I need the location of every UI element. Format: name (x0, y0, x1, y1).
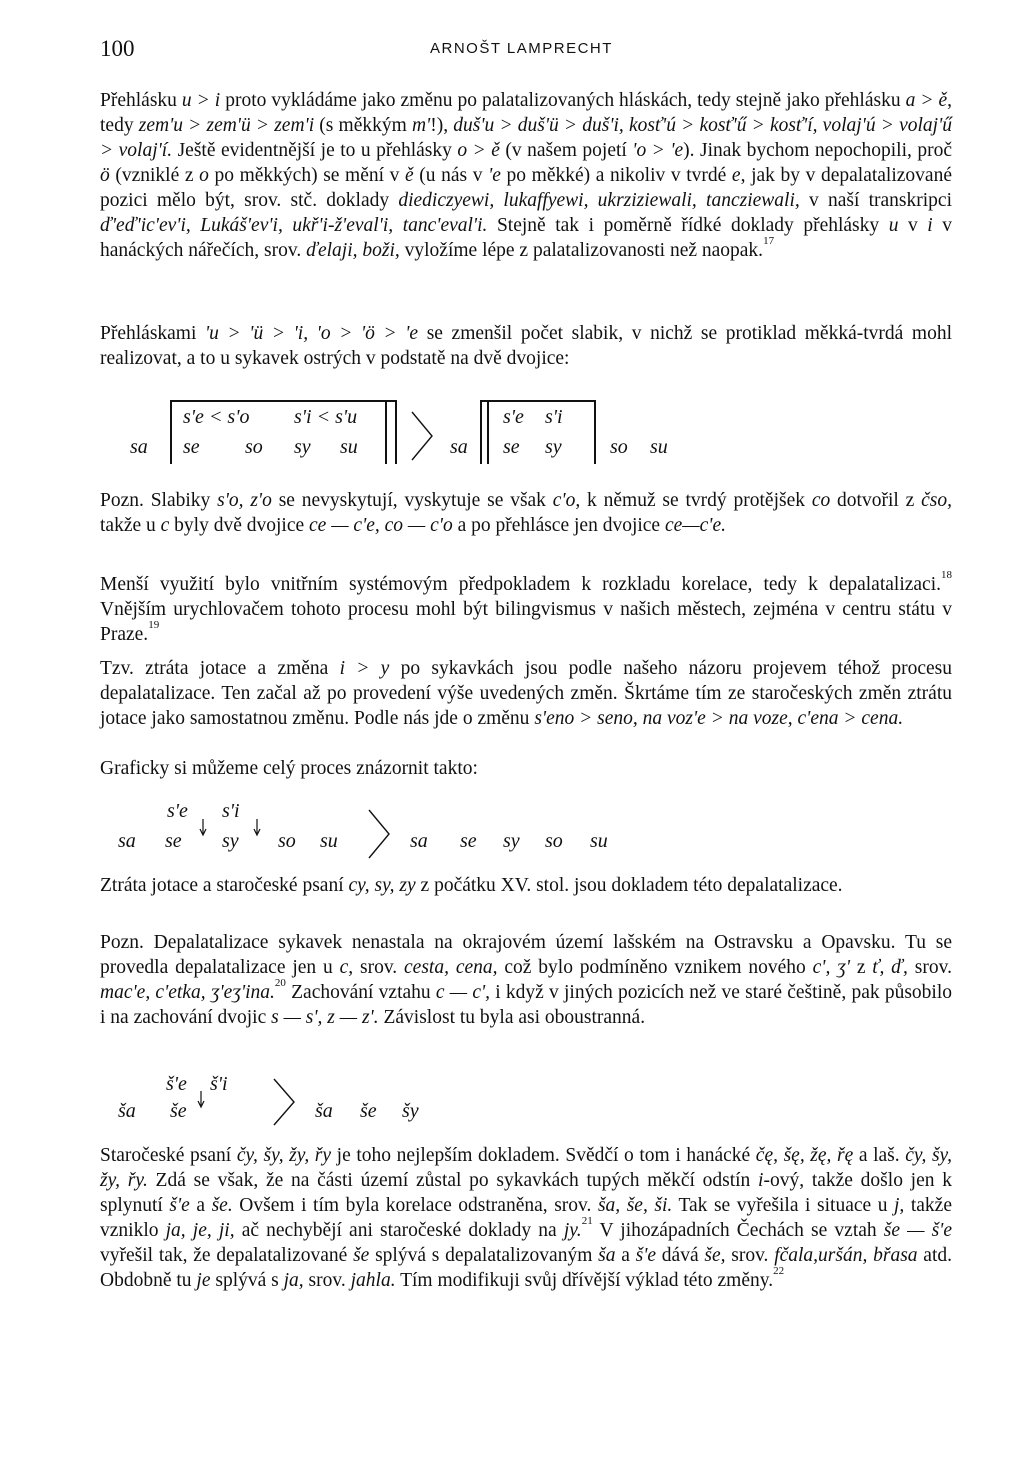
paragraph-umlaut-explanation: Přehlásku u > i proto vykládáme jako změnu po palatalizovaných hláskách, tedy stejně jako přehlásku a > ě, tedy zem'u > zem'ü > zem'i (s měkkým m'!), duš'u > duš'ü > duš'i, kosť'ú > kosť'ű > kosť'í, volaj'ú > volaj'ű > volaj'í. Ještě evidentnější je to u přehlásky o > ě (v našem pojetí 'o > 'e). Jinak bychom nepochopili, proč ö (vzniklé z o po měkkých) se mění v ě (u nás v 'e po měkké) a nikoliv v tvrdé e, jak by v depalatalizované pozici mělo být, srov. stč. doklady diediczyewi, lukaffyewi, ukrziziewali, tancziewali, v naší transkripci ď'eď'ic'ev'i, Lukáš'ev'i, ukř'i-ž'eval'i, tanc'eval'i. Stejně tak i poměrně řídké doklady přehlásky u v i v hanáckých nářečích, srov. ďelaji, boži, vyložíme lépe z palatalizovanosti než naopak.$^{17}$ (100, 90, 953, 261)
footnote-ref-18[interactable]: 18 (941, 569, 952, 581)
running-head: ARNOŠT LAMPRECHT (430, 40, 613, 57)
diagram1-sa-left: sa (130, 436, 148, 458)
box1-top-left: s'e < s'o (183, 406, 250, 428)
paragraph-old-czech-spelling: Ztráta jotace a staročeské psaní cy, sy, zy z počátku XV. stol. jsou dokladem této depalatalizace. (100, 875, 843, 896)
book-page: 100 ARNOŠT LAMPRECHT Přehlásku u > i proto vykládáme jako změnu po palatalizovaných hláskách, tedy stejně jako přehlásku a > ě, tedy zem'u > zem'ü > zem'i (s měkkým m'!), duš'u > duš'ü > duš'i, kosť'ú > kosť'ű > kosť'í, volaj'ú > volaj'ű > volaj'í. Ještě evidentnější je to u přehlásky o > ě (v našem pojetí 'o > 'e). Jinak bychom nepochopili, proč ö (vzniklé z o po měkkých) se mění v ě (u nás v 'e po měkké) a nikoliv v tvrdé e, jak by v depalatalizované pozici mělo být, srov. stč. doklady diediczyewi, lukaffyewi, ukrziziewali, tancziewali, v naší transkripci ď'eď'ic'ev'i, Lukáš'ev'i, ukř'i-ž'eval'i, tanc'eval'i. Stejně tak i poměrně řídké doklady přehlásky u v i v hanáckých nářečích, srov. ďelaji, boži, vyložíme lépe z palatalizovanosti než naopak.$^{17}$ Přehláskami 'u > 'ü > 'i, 'o > 'ö > 'e se zmenšil počet slabik, v nichž se protiklad měkká-tvrdá mohl realizovat, a to u sykavek ostrých v podstatě na dvě dvojice: sa s'e < s'o s'i < s'u se so sy su sa s'e s'i se sy so su Pozn. Slabiky s'o, z'o se nevyskytují, vyskytuje se však c'o, k němuž se tvrdý protějšek co dotvořil z čso, takže u c byly dvě dvojice ce — c'e, co — c'o a po přehlásce jen dvojice ce—c'e. Menší využití bylo vnitřním systémovým předpokladem k rozkladu korelace, tedy k depalatalizaci.$^{18}$ Vnějším urychlovačem tohoto procesu mohl být bilingvismus v našich městech, zejména v centru státu v Praze.$^{19}$ Tzv. ztráta jotace a změna i > y po sykavkách jsou podle našeho názoru projevem téhož procesu depalatalizace. Ten začal až po provedení výše uvedených změn. Škrtáme tím ze staročeských změn ztrátu jotace jako samostatnou změnu. Podle nás jde o změnu s'eno > seno, na voz'e > na voze, c'ena > cena. Graficky si můžeme celý proces znázornit takto: s'e s'i sa se sy so su sa se sy so su Ztráta jotace a staročeské psaní cy, sy, zy z počátku XV. stol. jsou dokladem této depalatalizace. Pozn. Depalatalizace sykavek nenastala na okrajovém území lašském na Ostravsku a Opavsku. Tu se provedla depalatalizace jen u c, srov. cesta, cena, což bylo podmíněno vznikem nového c', ʒ' z ť, ď, srov. mac'e, c'etka, ʒ'eʒ'ina.$^{20}$ Zachování vztahu c — c', i když v jiných pozicích než ve staré češtině, pak působilo i na zachování dvojic s — s', z — z'. Závislost tu byla asi oboustranná. š'e š'i ša še ša še šy Staročeské psaní čy, šy, žy, řy je toho nejlepším dokladem. Svědčí o tom i hanácké čę, šę, žę, řę a laš. čy, šy, žy, řy. Zdá se však, že na části území zůstal po sykavkách tupých měkčí odstín i-ový, takže došlo jen k splynutí š'e a še. Ovšem i tím byla korelace odstraněna, srov. ša, še, ši. Tak se vyřešila i situace u j, takže vzniklo ja, je, ji, ač nechybějí ani staročeské doklady na jy.$^{21}$ V jihozápadních Čechách se vztah še — š'e vyřešil tak, že depalatalizované še splývá s depalatalizovaným ša a š'e dává še, srov. fčala,uršán, břasa atd. Obdobně tu je splývá s ja, srov. jahla. Tím modifikuji svůj dřívější výklad této změny.$^{22}$ (0, 0, 1024, 1464)
down-arrow-icon (198, 818, 208, 838)
down-arrow-icon (196, 1090, 206, 1110)
paragraph-jotation-loss: Tzv. ztráta jotace a změna i > y po sykavkách jsou podle našeho názoru projevem téhož procesu depalatalizace. Ten začal až po provedení výše uvedených změn. Škrtáme tím ze staročeských změn ztrátu jotace jako samostatnou změnu. Podle nás jde o změnu s'eno > seno, na voz'e > na voze, c'ena > cena. (100, 658, 952, 729)
merge-arrow-icon (272, 1077, 296, 1127)
paragraph-note-lach: Pozn. Depalatalizace sykavek nenastala na okrajovém území lašském na Ostravsku a Opavsku. Tu se provedla depalatalizace jen u c, srov. cesta, cena, což bylo podmíněno vznikem nového c', ʒ' z ť, ď, srov. mac'e, c'etka, ʒ'eʒ'ina.$^{20}$ Zachování vztahu c — c', i když v jiných pozicích než ve staré češtině, pak působilo i na zachování dvojic s — s', z — z'. Závislost tu byla asi oboustranná. (100, 932, 952, 1028)
footnote-ref-22[interactable]: 22 (773, 1265, 785, 1277)
down-arrow-icon (252, 818, 262, 838)
paragraph-old-czech-evidence: Staročeské psaní čy, šy, žy, řy je toho nejlepším dokladem. Svědčí o tom i hanácké čę, šę, žę, řę a laš. čy, šy, žy, řy. Zdá se však, že na části území zůstal po sykavkách tupých měkčí odstín i-ový, takže došlo jen k splynutí š'e a še. Ovšem i tím byla korelace odstraněna, srov. ša, še, ši. Tak se vyřešila i situace u j, takže vzniklo ja, je, ji, ač nechybějí ani staročeské doklady na jy.$^{21}$ V jihozápadních Čechách se vztah še — š'e vyřešil tak, že depalatalizované še splývá s depalatalizovaným ša a š'e dává še, srov. fčala,uršán, břasa atd. Obdobně tu je splývá s ja, srov. jahla. Tím modifikuji svůj dřívější výklad této změny.$^{22}$ (100, 1145, 953, 1291)
footnote-ref-21[interactable]: 21 (581, 1215, 593, 1227)
merge-arrow-icon (410, 410, 434, 462)
paragraph-graphic-intro: Graficky si můžeme celý proces znázornit takto: (100, 758, 478, 779)
paragraph-syllable-count: Přehláskami 'u > 'ü > 'i, 'o > 'ö > 'e se zmenšil počet slabik, v nichž se protiklad měkká-tvrdá mohl realizovat, a to u sykavek ostrých v podstatě na dvě dvojice: (100, 323, 952, 369)
page-number: 100 (100, 36, 135, 61)
box1-top-right: s'i < s'u (294, 406, 358, 428)
merge-arrow-icon (367, 808, 391, 860)
footnote-ref-19[interactable]: 19 (148, 619, 160, 631)
paragraph-depalatalization: Menší využití bylo vnitřním systémovým předpokladem k rozkladu korelace, tedy k depalatalizaci.$^{18}$ Vnějším urychlovačem tohoto procesu mohl být bilingvismus v našich městech, zejména v centru státu v Praze.$^{19}$ (100, 569, 952, 645)
footnote-ref-17[interactable]: 17 (763, 235, 775, 247)
footnote-ref-20[interactable]: 20 (274, 977, 286, 989)
page-header (100, 36, 960, 66)
paragraph-note-s-o: Pozn. Slabiky s'o, z'o se nevyskytují, vyskytuje se však c'o, k němuž se tvrdý protějšek co dotvořil z čso, takže u c byly dvě dvojice ce — c'e, co — c'o a po přehlásce jen dvojice ce—c'e. (100, 490, 952, 536)
